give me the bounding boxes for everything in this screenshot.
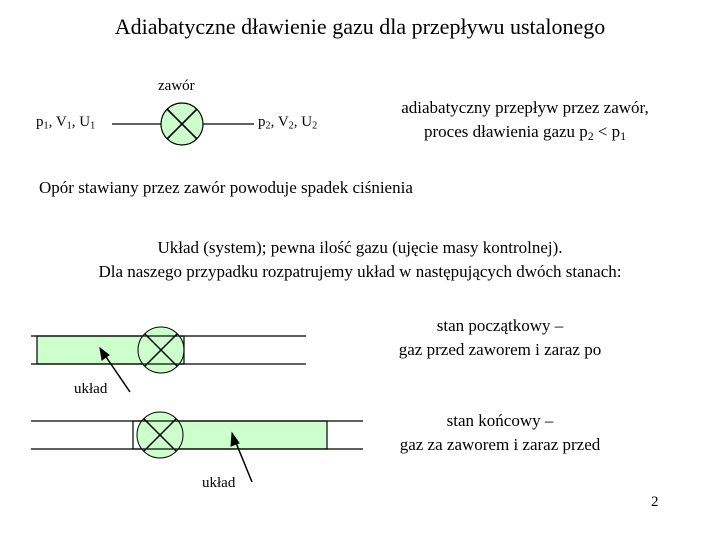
valve-schematic xyxy=(112,103,254,145)
initial-state-line2: gaz przed zaworem i zaraz po xyxy=(398,340,602,359)
inlet-state-label: $p_1$, $V_1$, $U_1$ xyxy=(36,114,96,132)
resistance-text: Opór stawiany przez zawór powoduje spadek ciśnienia xyxy=(39,178,413,197)
initial-state-line1: stan początkowy – xyxy=(436,316,564,335)
outlet-p: p xyxy=(258,114,266,130)
outlet-u: U xyxy=(301,114,313,130)
system-label-final: układ xyxy=(202,475,236,491)
final-state-line2: gaz za zaworem i zaraz przed xyxy=(399,435,601,454)
outlet-u-sub: 2 xyxy=(312,120,318,132)
note-sub2: 1 xyxy=(620,129,626,143)
inlet-p: p xyxy=(36,114,44,130)
note-sub1: 2 xyxy=(587,129,594,143)
note-prefix: proces dławienia gazu p xyxy=(424,122,588,141)
outlet-v-sub: 2 xyxy=(288,120,294,132)
system-label-initial: układ xyxy=(74,381,108,397)
note-mid: < p xyxy=(593,122,621,141)
inlet-u-sub: 1 xyxy=(90,120,96,132)
final-state-line1: stan końcowy – xyxy=(446,411,554,430)
slide-title: Adiabatyczne dławienie gazu dla przepływu ustalonego xyxy=(114,14,606,39)
valve-label: zawór xyxy=(158,78,195,94)
page-number: 2 xyxy=(651,494,659,510)
outlet-p-sub: 2 xyxy=(265,120,271,132)
pipe-final-state xyxy=(31,412,363,482)
inlet-p-sub: 1 xyxy=(43,120,49,132)
system-description xyxy=(0,236,720,284)
outlet-state-label: $p_2$, $V_2$, $U_2$ xyxy=(258,114,318,132)
final-state-caption xyxy=(340,409,660,457)
throttling-note-line2 xyxy=(355,120,695,149)
system-line1: Układ (system); pewna ilość gazu (ujęcie masy kontrolnej). xyxy=(157,238,563,257)
system-line2: Dla naszego przypadku rozpatrujemy układ w następujących dwóch stanach: xyxy=(98,262,622,281)
inlet-u: U xyxy=(79,114,91,130)
outlet-v: V xyxy=(277,114,289,130)
inlet-v-sub: 1 xyxy=(66,120,72,132)
inlet-v: V xyxy=(55,114,67,130)
pipe-initial-state xyxy=(31,327,306,392)
initial-state-caption xyxy=(340,314,660,362)
throttling-note xyxy=(355,96,695,149)
throttling-note-line1: adiabatyczny przepływ przez zawór, xyxy=(401,98,649,117)
